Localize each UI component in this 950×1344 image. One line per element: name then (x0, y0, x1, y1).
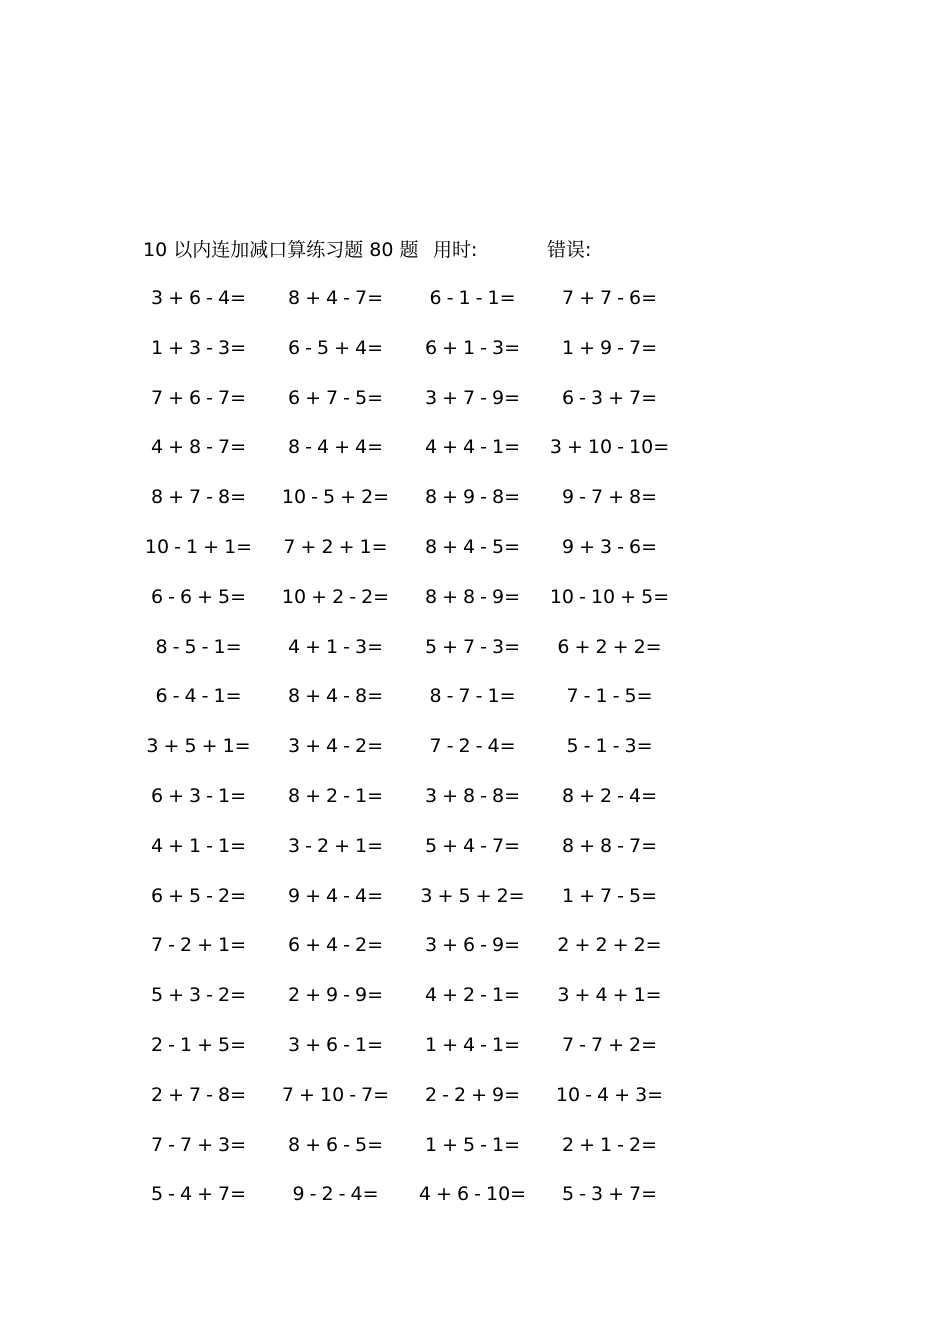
math-problem: 6 - 6 + 5= (150, 585, 247, 608)
math-problem: 2 - 2 + 9= (424, 1083, 521, 1106)
math-problem: 4 + 8 - 7= (150, 436, 247, 459)
math-problem: 2 + 1 - 2= (561, 1133, 658, 1156)
math-problem: 8 + 2 - 1= (287, 784, 384, 807)
math-problem: 7 - 2 - 4= (429, 735, 516, 758)
math-problem: 8 + 7 - 8= (150, 486, 247, 509)
math-problem: 8 + 4 - 8= (287, 685, 384, 708)
math-problem: 3 + 6 - 9= (424, 934, 521, 957)
math-problem: 10 - 1 + 1= (144, 535, 253, 558)
math-problem: 4 + 6 - 10= (418, 1183, 527, 1206)
math-problem: 8 - 5 - 1= (155, 635, 242, 658)
math-problem: 3 + 8 - 8= (424, 784, 521, 807)
math-problem: 6 - 1 - 1= (429, 287, 516, 309)
math-problem: 9 + 3 - 6= (561, 535, 658, 558)
math-problem: 10 - 4 + 3= (555, 1083, 664, 1106)
math-problem: 9 - 7 + 8= (561, 486, 658, 509)
math-problem: 8 + 4 - 5= (424, 535, 521, 558)
math-problem: 8 + 9 - 8= (424, 486, 521, 509)
math-problem: 4 + 1 - 3= (287, 635, 384, 658)
math-problem: 7 + 10 - 7= (281, 1083, 390, 1106)
math-problem: 7 - 2 + 1= (150, 934, 247, 957)
math-problem: 3 - 2 + 1= (287, 834, 384, 857)
math-problem: 7 + 7 - 6= (561, 287, 658, 309)
math-problem: 3 + 10 - 10= (549, 436, 670, 459)
math-problem: 8 - 7 - 1= (429, 685, 516, 708)
math-problem: 7 + 6 - 7= (150, 386, 247, 409)
math-problem: 1 + 4 - 1= (424, 1033, 521, 1056)
math-problem: 10 - 5 + 2= (281, 486, 390, 509)
math-problem: 6 + 3 - 1= (150, 784, 247, 807)
math-problem: 5 + 7 - 3= (424, 635, 521, 658)
math-problem: 3 + 5 + 2= (420, 884, 525, 907)
math-problem: 8 + 6 - 5= (287, 1133, 384, 1156)
math-problem: 3 + 7 - 9= (424, 386, 521, 409)
math-problem: 1 + 9 - 7= (561, 336, 658, 359)
worksheet-title: 10 以内连加减口算练习题 80 题 (143, 239, 419, 261)
math-problem: 6 + 5 - 2= (150, 884, 247, 907)
math-problem: 1 + 3 - 3= (150, 336, 247, 359)
math-problem: 3 + 4 + 1= (557, 984, 662, 1007)
math-problem: 9 + 4 - 4= (287, 884, 384, 907)
math-problem: 8 + 8 - 9= (424, 585, 521, 608)
time-label: 用时: (433, 239, 478, 261)
math-problem: 2 + 7 - 8= (150, 1083, 247, 1106)
math-problem: 5 - 3 + 7= (561, 1183, 658, 1206)
math-problem: 6 + 4 - 2= (287, 934, 384, 957)
math-problem: 10 + 2 - 2= (281, 585, 390, 608)
math-problem: 9 - 2 - 4= (292, 1183, 379, 1206)
math-problem: 4 + 4 - 1= (424, 436, 521, 459)
math-problem: 4 + 1 - 1= (150, 834, 247, 857)
math-problem: 4 + 2 - 1= (424, 984, 521, 1007)
math-problem: 6 - 5 + 4= (287, 336, 384, 359)
math-problem: 1 + 5 - 1= (424, 1133, 521, 1156)
math-problem: 3 + 4 - 2= (287, 735, 384, 758)
math-problem: 8 + 2 - 4= (561, 784, 658, 807)
math-problem: 5 - 4 + 7= (150, 1183, 247, 1206)
math-problem: 8 - 4 + 4= (287, 436, 384, 459)
math-problem: 7 + 2 + 1= (283, 535, 388, 558)
math-problem: 7 - 7 + 3= (150, 1133, 247, 1156)
math-problem: 6 + 1 - 3= (424, 336, 521, 359)
worksheet-header (143, 236, 703, 264)
math-problem: 5 + 3 - 2= (150, 984, 247, 1007)
math-problem: 10 - 10 + 5= (549, 585, 670, 608)
math-problem: 6 + 2 + 2= (557, 635, 662, 658)
problem-grid (130, 284, 706, 1230)
math-problem: 8 + 4 - 7= (287, 287, 384, 309)
math-problem: 7 - 7 + 2= (561, 1033, 658, 1056)
math-problem: 3 + 6 - 1= (287, 1033, 384, 1056)
math-problem: 3 + 5 + 1= (146, 735, 251, 758)
math-problem: 6 - 3 + 7= (561, 386, 658, 409)
math-problem: 2 + 9 - 9= (287, 984, 384, 1007)
math-problem: 2 - 1 + 5= (150, 1033, 247, 1056)
errors-label: 错误: (547, 239, 592, 261)
math-problem: 5 + 4 - 7= (424, 834, 521, 857)
math-problem: 8 + 8 - 7= (561, 834, 658, 857)
math-problem: 1 + 7 - 5= (561, 884, 658, 907)
math-problem: 2 + 2 + 2= (557, 934, 662, 957)
math-problem: 3 + 6 - 4= (150, 287, 247, 309)
math-problem: 6 - 4 - 1= (155, 685, 242, 708)
math-problem: 7 - 1 - 5= (566, 685, 653, 708)
math-problem: 6 + 7 - 5= (287, 386, 384, 409)
math-problem: 5 - 1 - 3= (566, 735, 653, 758)
